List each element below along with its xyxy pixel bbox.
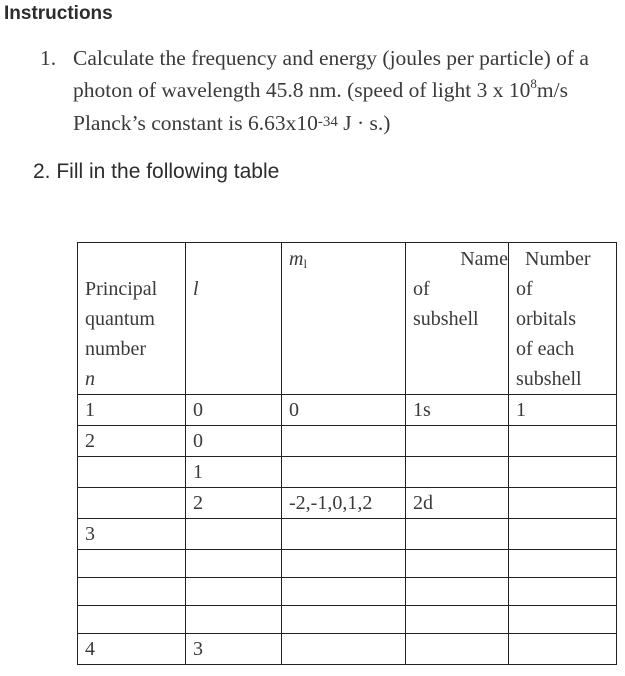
header-n-line-2: quantum xyxy=(85,308,155,330)
cell-ml xyxy=(282,634,406,665)
quantum-numbers-table xyxy=(77,242,617,665)
cell-orbitals xyxy=(509,488,617,519)
cell-n: 3 xyxy=(78,519,186,550)
table-row xyxy=(78,578,617,606)
cell-orbitals xyxy=(509,634,617,665)
question-1-text-a: Calculate the frequency and energy (joules per particle) of a photon of wavelength 45.8 nm. (speed of light 3 x 10 xyxy=(73,46,589,102)
cell-n xyxy=(78,488,186,519)
header-subshell-line-2: of xyxy=(413,278,430,300)
table-row xyxy=(78,488,617,519)
cell-orbitals xyxy=(509,426,617,457)
cell-orbitals xyxy=(509,550,617,578)
header-l xyxy=(186,243,282,395)
cell-n xyxy=(78,457,186,488)
header-orbitals-line-2: of xyxy=(516,278,533,300)
exponent-8: 8 xyxy=(530,76,537,91)
cell-n xyxy=(78,606,186,634)
question-1-text-b: m/s Planck’s constant is 6.63x10 xyxy=(73,78,568,135)
cell-ml: 0 xyxy=(282,395,406,426)
header-ml-symbol: m xyxy=(289,248,304,270)
question-1-text xyxy=(73,42,625,139)
cell-ml xyxy=(282,519,406,550)
table-row xyxy=(78,519,617,550)
cell-subshell-name xyxy=(406,578,509,606)
header-orbitals-line-1: Number xyxy=(525,248,591,270)
cell-orbitals xyxy=(509,457,617,488)
question-1-number: 1. xyxy=(40,46,57,70)
cell-n: 4 xyxy=(78,634,186,665)
header-number-of-orbitals xyxy=(509,243,617,395)
header-n-symbol: n xyxy=(85,368,95,390)
cell-l: 1 xyxy=(186,457,282,488)
header-ml xyxy=(282,243,406,395)
cell-subshell-name: 2d xyxy=(406,488,509,519)
header-n-line-3: number xyxy=(85,338,147,360)
cell-subshell-name xyxy=(406,519,509,550)
instructions-heading: Instructions xyxy=(4,3,113,24)
cell-orbitals xyxy=(509,578,617,606)
cell-l xyxy=(186,519,282,550)
cell-l: 0 xyxy=(186,426,282,457)
header-principal-quantum-number xyxy=(78,243,186,395)
cell-ml xyxy=(282,457,406,488)
cell-l xyxy=(186,606,282,634)
header-orbitals-line-4: of each xyxy=(516,338,575,360)
cell-l: 2 xyxy=(186,488,282,519)
cell-orbitals xyxy=(509,519,617,550)
table-row xyxy=(78,606,617,634)
cell-n xyxy=(78,578,186,606)
cell-subshell-name: 1s xyxy=(406,395,509,426)
header-subshell-line-1: Name xyxy=(460,248,508,270)
cell-subshell-name xyxy=(406,606,509,634)
cell-subshell-name xyxy=(406,457,509,488)
cell-ml xyxy=(282,578,406,606)
header-orbitals-line-3: orbitals xyxy=(516,308,576,330)
header-ml-subscript: l xyxy=(303,256,308,271)
cell-n xyxy=(78,550,186,578)
cell-subshell-name xyxy=(406,634,509,665)
cell-ml: -2,-1,0,1,2 xyxy=(282,488,406,519)
header-n-line-1: Principal xyxy=(85,278,158,300)
cell-orbitals: 1 xyxy=(509,395,617,426)
question-2: 2. Fill in the following table xyxy=(33,160,280,183)
cell-subshell-name xyxy=(406,426,509,457)
cell-subshell-name xyxy=(406,550,509,578)
cell-l: 0 xyxy=(186,395,282,426)
header-subshell-line-3: subshell xyxy=(413,308,479,330)
cell-l xyxy=(186,550,282,578)
table-header-row xyxy=(78,243,617,395)
cell-orbitals xyxy=(509,606,617,634)
header-name-of-subshell xyxy=(406,243,509,395)
table-row xyxy=(78,457,617,488)
cell-ml xyxy=(282,550,406,578)
question-1-text-c: J · s.) xyxy=(337,111,391,135)
table-row xyxy=(78,550,617,578)
cell-l xyxy=(186,578,282,606)
cell-l: 3 xyxy=(186,634,282,665)
table-row xyxy=(78,395,617,426)
cell-ml xyxy=(282,606,406,634)
cell-ml xyxy=(282,426,406,457)
table-row xyxy=(78,426,617,457)
header-l-symbol: l xyxy=(193,278,199,300)
cell-n: 2 xyxy=(78,426,186,457)
exponent-minus-34: -34 xyxy=(317,114,338,130)
cell-n: 1 xyxy=(78,395,186,426)
header-orbitals-line-5: subshell xyxy=(516,368,582,390)
table-row xyxy=(78,634,617,665)
